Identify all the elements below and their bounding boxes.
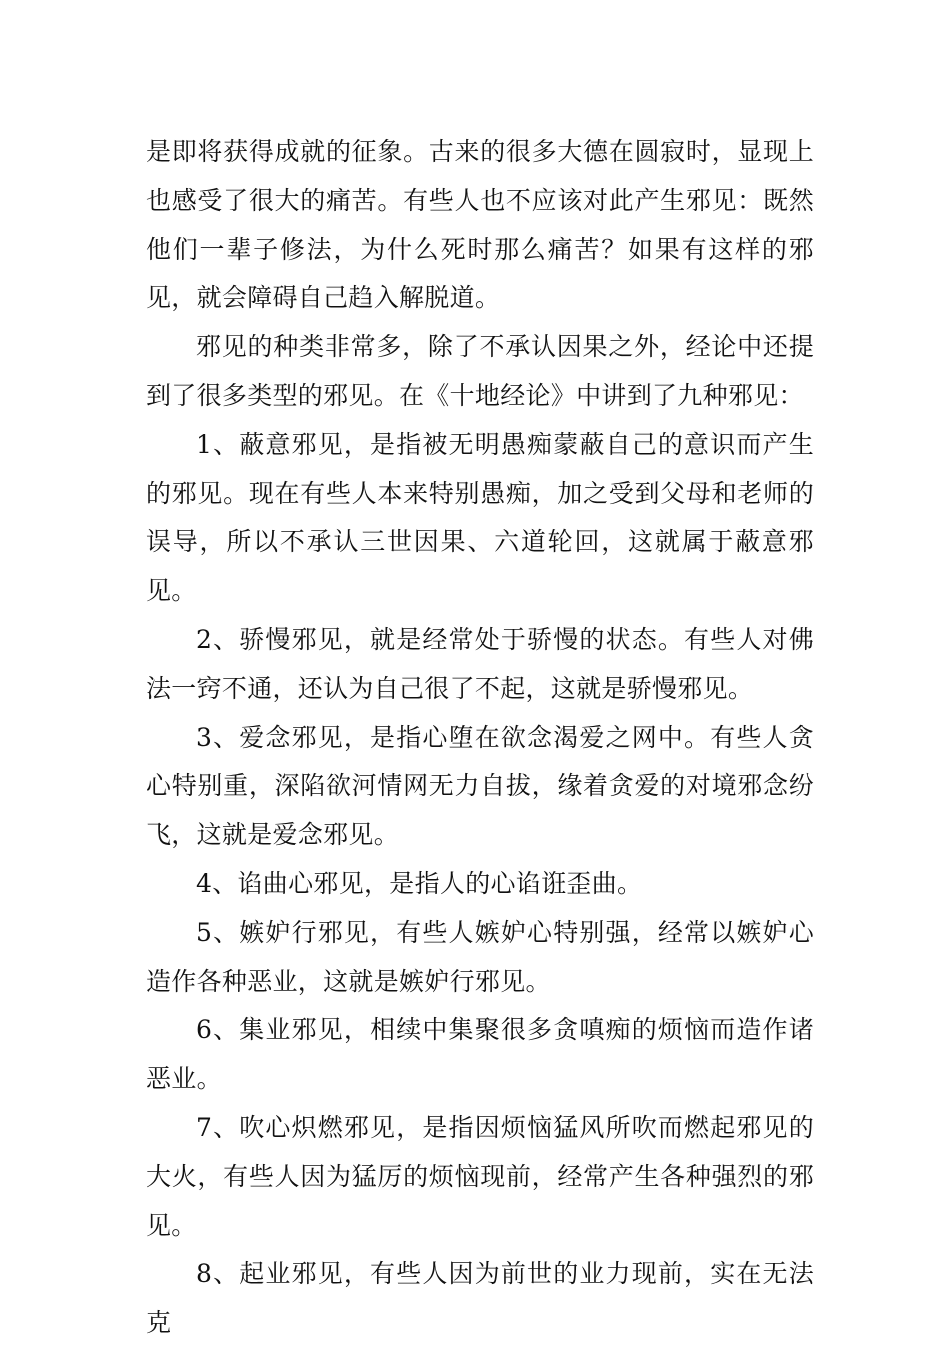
list-item-8: 8、起业邪见，有些人因为前世的业力现前，实在无法克 [146, 1259, 814, 1338]
list-item-1: 1、蔽意邪见，是指被无明愚痴蒙蔽自己的意识而产生的邪见。现在有些人本来特别愚痴，加之受到父母和老师的误导，所以不承认三世因果、六道轮回，这就属于蔽意邪见。 [146, 429, 814, 606]
list-item-5: 5、嫉妒行邪见，有些人嫉妒心特别强，经常以嫉妒心造作各种恶业，这就是嫉妒行邪见。 [146, 917, 814, 996]
list-item-2: 2、骄慢邪见，就是经常处于骄慢的状态。有些人对佛法一窍不通，还认为自己很了不起，这就是骄慢邪见。 [146, 624, 814, 703]
paragraph-intro: 邪见的种类非常多，除了不承认因果之外，经论中还提到了很多类型的邪见。在《十地经论》中讲到了九种邪见： [146, 332, 814, 410]
list-item-4: 4、谄曲心邪见，是指人的心谄诳歪曲。 [196, 868, 643, 898]
list-item-3: 3、爱念邪见，是指心堕在欲念渴爱之网中。有些人贪心特别重，深陷欲河情网无力自拔，缘着贪爱的对境邪念纷飞，这就是爱念邪见。 [146, 722, 814, 850]
list-item-7: 7、吹心炽燃邪见，是指因烦恼猛风所吹而燃起邪见的大火，有些人因为猛厉的烦恼现前，经常产生各种强烈的邪见。 [146, 1112, 814, 1240]
paragraph-continuation: 是即将获得成就的征象。古来的很多大德在圆寂时，显现上也感受了很大的痛苦。有些人也不应该对此产生邪见：既然他们一辈子修法，为什么死时那么痛苦？如果有这样的邪见，就会障碍自己趋入解脱道。 [146, 137, 814, 313]
list-item-6: 6、集业邪见，相续中集聚很多贪嗔痴的烦恼而造作诸恶业。 [146, 1015, 814, 1094]
document-body [146, 128, 814, 1348]
